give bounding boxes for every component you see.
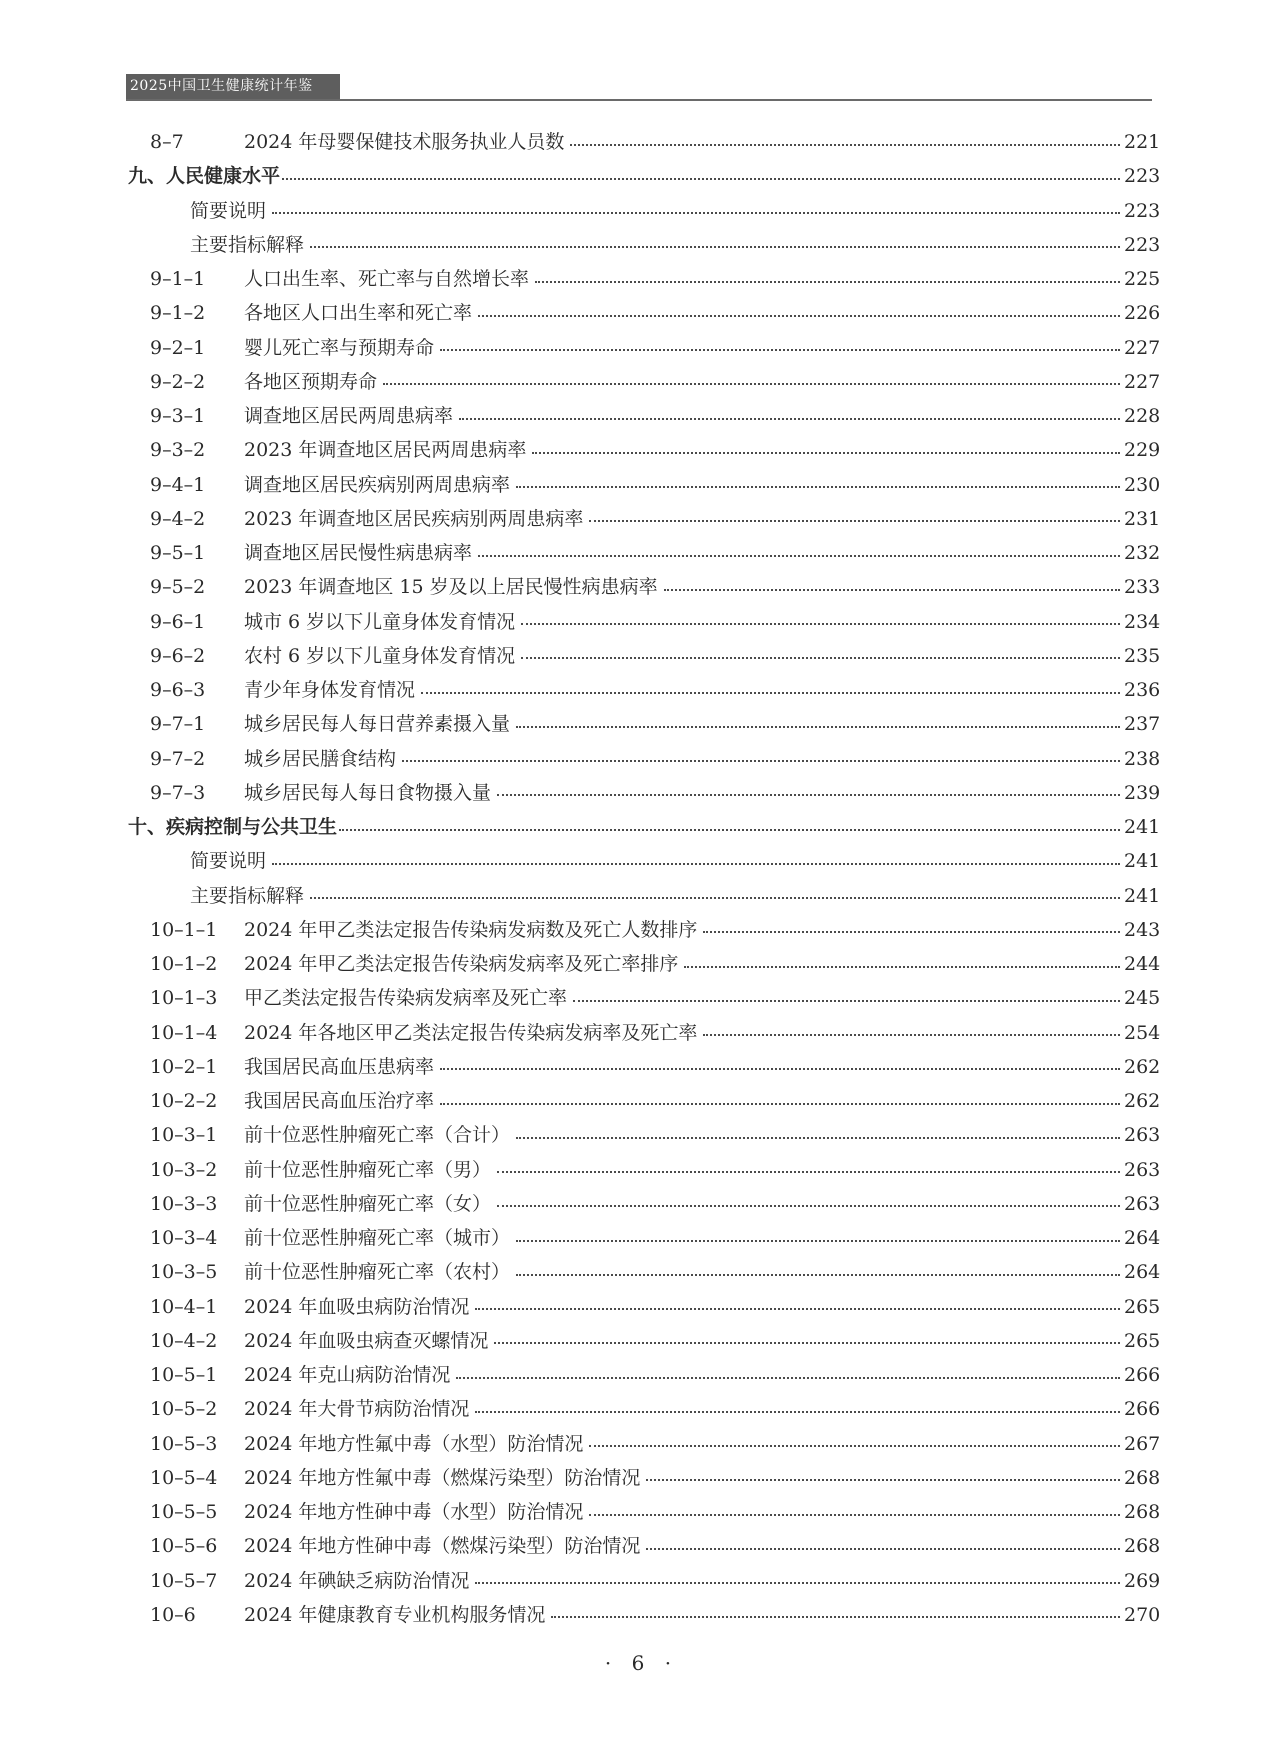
toc-title: 简要说明	[190, 850, 267, 873]
dot-leader	[497, 793, 1120, 796]
dot-leader	[456, 1376, 1120, 1379]
toc-page-number: 228	[1124, 405, 1161, 427]
dot-leader	[383, 382, 1120, 385]
dot-leader	[703, 1033, 1120, 1036]
dot-leader	[570, 143, 1120, 146]
dot-leader	[339, 828, 1120, 831]
toc-title: 城乡居民每人每日食物摄入量	[244, 781, 492, 804]
toc-entry[interactable]	[128, 1255, 1160, 1289]
dot-leader	[535, 280, 1120, 283]
dot-leader	[421, 691, 1120, 694]
toc-title: 前十位恶性肿瘤死亡率（农村）	[244, 1261, 511, 1284]
toc-table-number: 9–5–2	[150, 576, 206, 599]
toc-title: 2024 年大骨节病防治情况	[244, 1398, 470, 1421]
toc-title: 前十位恶性肿瘤死亡率（男）	[244, 1158, 492, 1181]
toc-table-number: 10–3–4	[150, 1227, 218, 1249]
toc-title: 九、人民健康水平	[128, 165, 281, 188]
dot-leader	[589, 1513, 1120, 1516]
toc-title: 前十位恶性肿瘤死亡率（合计）	[244, 1124, 511, 1147]
toc-page-number: 223	[1124, 199, 1161, 222]
toc-table-number: 9–7–3	[150, 781, 206, 804]
toc-table-number: 9–4–2	[150, 507, 206, 530]
toc-title: 2024 年地方性氟中毒（水型）防治情况	[244, 1432, 584, 1455]
toc-table-number: 10–5–4	[150, 1466, 218, 1489]
toc-entry[interactable]	[128, 331, 1160, 365]
toc-table-number: 9–3–1	[150, 405, 206, 427]
toc-section-heading[interactable]	[128, 810, 1160, 844]
toc-entry[interactable]	[128, 707, 1160, 741]
dot-leader	[459, 417, 1120, 420]
toc-page-number: 265	[1124, 1329, 1161, 1352]
toc-table-number: 10–3–2	[150, 1158, 218, 1181]
toc-page-number: 268	[1124, 1466, 1161, 1489]
toc-table-number: 10–5–5	[150, 1501, 218, 1523]
toc-page-number: 241	[1124, 884, 1161, 907]
dot-leader	[475, 1581, 1120, 1584]
toc-entry[interactable]	[128, 1564, 1160, 1598]
toc-table-number: 9–6–2	[150, 644, 206, 667]
dot-leader	[478, 314, 1120, 317]
toc-title: 2024 年母婴保健技术服务执业人员数	[244, 131, 565, 153]
toc-table-number: 10–3–3	[150, 1192, 218, 1215]
toc-page-number: 234	[1124, 610, 1161, 633]
dot-leader	[589, 1444, 1120, 1447]
toc-title: 青少年身体发育情况	[244, 679, 416, 701]
toc-table-number: 10–4–2	[150, 1329, 218, 1352]
toc-subentry[interactable]	[128, 879, 1160, 913]
toc-title: 甲乙类法定报告传染病发病率及死亡率	[244, 987, 568, 1010]
toc-subentry[interactable]	[128, 228, 1160, 262]
toc-title: 2024 年地方性砷中毒（燃煤污染型）防治情况	[244, 1535, 641, 1558]
toc-page-number: 269	[1124, 1569, 1161, 1592]
toc-page-number: 223	[1124, 165, 1161, 188]
toc-table-number: 9–1–2	[150, 302, 206, 325]
toc-page-number: 264	[1124, 1227, 1161, 1249]
toc-entry[interactable]	[128, 1221, 1160, 1255]
dot-leader	[573, 999, 1120, 1002]
toc-entry[interactable]	[128, 742, 1160, 776]
toc-entry[interactable]	[128, 570, 1160, 604]
toc-page-number: 221	[1124, 131, 1161, 153]
dot-leader	[646, 1547, 1120, 1550]
toc-entry[interactable]	[128, 262, 1160, 296]
toc-title: 2024 年血吸虫病防治情况	[244, 1295, 470, 1318]
dot-leader	[478, 554, 1120, 557]
toc-page-number: 263	[1124, 1124, 1161, 1147]
dot-leader	[516, 1239, 1120, 1242]
toc-table-number: 10–6	[150, 1603, 196, 1626]
toc-page-number: 238	[1124, 747, 1161, 770]
toc-entry[interactable]	[128, 125, 1160, 159]
page-number: 6	[631, 1651, 645, 1675]
toc-title: 城市 6 岁以下儿童身体发育情况	[244, 610, 516, 633]
dot-leader	[664, 588, 1120, 591]
toc-page-number: 239	[1124, 781, 1161, 804]
toc-page-number: 270	[1124, 1603, 1161, 1626]
toc-title: 调查地区居民两周患病率	[244, 405, 454, 427]
toc-table-number: 9–2–1	[150, 336, 206, 359]
toc-page-number: 268	[1124, 1535, 1161, 1558]
toc-subentry[interactable]	[128, 844, 1160, 878]
toc-table-number: 10–2–2	[150, 1090, 218, 1112]
toc-table-number: 9–6–1	[150, 610, 206, 633]
toc-entry[interactable]	[128, 673, 1160, 707]
dot-leader	[402, 759, 1120, 762]
toc-page-number: 241	[1124, 816, 1161, 838]
toc-section-heading[interactable]	[128, 159, 1160, 193]
toc-title: 2023 年调查地区居民疾病别两周患病率	[244, 507, 584, 530]
toc-entry[interactable]	[128, 468, 1160, 502]
dot-leader	[440, 1102, 1120, 1105]
toc-title: 2024 年各地区甲乙类法定报告传染病发病率及死亡率	[244, 1021, 698, 1044]
toc-entry[interactable]	[128, 365, 1160, 399]
dot-leader	[521, 622, 1120, 625]
table-of-contents	[128, 125, 1160, 1632]
toc-title: 前十位恶性肿瘤死亡率（女）	[244, 1192, 492, 1215]
dot-leader	[516, 1273, 1120, 1276]
dot-leader	[475, 1307, 1120, 1310]
toc-title: 2024 年地方性砷中毒（水型）防治情况	[244, 1501, 584, 1523]
footer-bullet-right: ·	[664, 1651, 672, 1675]
toc-title: 2024 年地方性氟中毒（燃煤污染型）防治情况	[244, 1466, 641, 1489]
toc-table-number: 9–7–1	[150, 713, 206, 736]
toc-entry[interactable]	[128, 1016, 1160, 1050]
toc-table-number: 9–6–3	[150, 679, 206, 701]
dot-leader	[272, 211, 1120, 214]
toc-title: 我国居民高血压患病率	[244, 1055, 435, 1078]
toc-page-number: 262	[1124, 1090, 1161, 1112]
toc-entry[interactable]	[128, 981, 1160, 1015]
toc-entry[interactable]	[128, 913, 1160, 947]
toc-page-number: 264	[1124, 1261, 1161, 1284]
toc-title: 2024 年碘缺乏病防治情况	[244, 1569, 470, 1592]
toc-page-number: 241	[1124, 850, 1161, 873]
toc-page-number: 237	[1124, 713, 1161, 736]
toc-table-number: 9–1–1	[150, 268, 206, 290]
toc-page-number: 230	[1124, 473, 1161, 496]
toc-entry[interactable]	[128, 399, 1160, 433]
toc-table-number: 10–5–7	[150, 1569, 218, 1592]
toc-table-number: 10–1–2	[150, 953, 218, 975]
toc-table-number: 10–3–5	[150, 1261, 218, 1284]
toc-table-number: 10–5–2	[150, 1398, 218, 1421]
dot-leader	[589, 519, 1120, 522]
dot-leader	[310, 896, 1120, 899]
toc-title: 调查地区居民慢性病患病率	[244, 542, 473, 564]
toc-entry[interactable]	[128, 1050, 1160, 1084]
toc-page-number: 267	[1124, 1432, 1161, 1455]
toc-title: 2024 年甲乙类法定报告传染病发病数及死亡人数排序	[244, 918, 698, 941]
toc-entry[interactable]	[128, 1392, 1160, 1426]
toc-table-number: 10–5–3	[150, 1432, 218, 1455]
toc-page-number: 266	[1124, 1398, 1161, 1421]
toc-page-number: 243	[1124, 918, 1161, 941]
dot-leader	[475, 1410, 1120, 1413]
toc-title: 十、疾病控制与公共卫生	[128, 816, 338, 838]
toc-title: 城乡居民每人每日营养素摄入量	[244, 713, 511, 736]
dot-leader	[440, 348, 1120, 351]
toc-title: 前十位恶性肿瘤死亡率（城市）	[244, 1227, 511, 1249]
toc-title: 各地区人口出生率和死亡率	[244, 302, 473, 325]
dot-leader	[494, 1341, 1120, 1344]
toc-title: 城乡居民膳食结构	[244, 747, 397, 770]
toc-entry[interactable]	[128, 1153, 1160, 1187]
toc-title: 2024 年甲乙类法定报告传染病发病率及死亡率排序	[244, 953, 679, 975]
toc-entry[interactable]	[128, 1187, 1160, 1221]
toc-page-number: 263	[1124, 1158, 1161, 1181]
toc-title: 2023 年调查地区居民两周患病率	[244, 439, 527, 462]
toc-table-number: 9–2–2	[150, 370, 206, 393]
toc-title: 2024 年血吸虫病查灭螺情况	[244, 1329, 489, 1352]
toc-entry[interactable]	[128, 1529, 1160, 1563]
toc-entry[interactable]	[128, 1461, 1160, 1495]
toc-title: 各地区预期寿命	[244, 370, 378, 393]
dot-leader	[272, 862, 1120, 865]
toc-table-number: 10–1–4	[150, 1021, 218, 1044]
dot-leader	[646, 1478, 1120, 1481]
toc-title: 我国居民高血压治疗率	[244, 1090, 435, 1112]
toc-page-number: 229	[1124, 439, 1161, 462]
toc-page-number: 268	[1124, 1501, 1161, 1523]
dot-leader	[516, 1136, 1120, 1139]
dot-leader	[684, 965, 1120, 968]
dot-leader	[551, 1615, 1120, 1618]
toc-title: 主要指标解释	[190, 233, 305, 256]
toc-page-number: 227	[1124, 370, 1161, 393]
toc-entry[interactable]	[128, 1324, 1160, 1358]
toc-table-number: 10–1–3	[150, 987, 218, 1010]
toc-entry[interactable]	[128, 433, 1160, 467]
dot-leader	[516, 485, 1120, 488]
toc-page-number: 227	[1124, 336, 1161, 359]
dot-leader	[532, 451, 1120, 454]
toc-page-number: 236	[1124, 679, 1161, 701]
toc-title: 婴儿死亡率与预期寿命	[244, 336, 435, 359]
toc-entry[interactable]	[128, 605, 1160, 639]
toc-title: 农村 6 岁以下儿童身体发育情况	[244, 644, 516, 667]
toc-table-number: 10–2–1	[150, 1055, 218, 1078]
toc-table-number: 10–3–1	[150, 1124, 218, 1147]
toc-title: 简要说明	[190, 199, 267, 222]
toc-entry[interactable]	[128, 1118, 1160, 1152]
book-title-header: 2025中国卫生健康统计年鉴	[126, 74, 340, 99]
toc-entry[interactable]	[128, 947, 1160, 981]
toc-title: 人口出生率、死亡率与自然增长率	[244, 268, 530, 290]
toc-table-number: 9–3–2	[150, 439, 206, 462]
toc-page-number: 244	[1124, 953, 1161, 975]
toc-entry[interactable]	[128, 1495, 1160, 1529]
toc-page-number: 263	[1124, 1192, 1161, 1215]
toc-page-number: 254	[1124, 1021, 1161, 1044]
toc-page-number: 231	[1124, 507, 1161, 530]
toc-table-number: 10–5–6	[150, 1535, 218, 1558]
toc-page-number: 265	[1124, 1295, 1161, 1318]
toc-entry[interactable]	[128, 502, 1160, 536]
toc-entry[interactable]	[128, 776, 1160, 810]
dot-leader	[516, 725, 1120, 728]
toc-table-number: 9–7–2	[150, 747, 206, 770]
toc-page-number: 235	[1124, 644, 1161, 667]
toc-title: 主要指标解释	[190, 884, 305, 907]
toc-page-number: 225	[1124, 268, 1161, 290]
dot-leader	[440, 1067, 1120, 1070]
dot-leader	[310, 245, 1120, 248]
toc-page-number: 266	[1124, 1364, 1161, 1386]
toc-title: 调查地区居民疾病别两周患病率	[244, 473, 511, 496]
toc-title: 2024 年克山病防治情况	[244, 1364, 451, 1386]
dot-leader	[497, 1204, 1120, 1207]
dot-leader	[497, 1170, 1120, 1173]
toc-entry[interactable]	[128, 1290, 1160, 1324]
toc-entry[interactable]	[128, 536, 1160, 570]
toc-page-number: 262	[1124, 1055, 1161, 1078]
dot-leader	[703, 930, 1120, 933]
toc-page-number: 245	[1124, 987, 1161, 1010]
toc-table-number: 10–5–1	[150, 1364, 218, 1386]
toc-table-number: 10–4–1	[150, 1295, 218, 1318]
toc-entry[interactable]	[128, 639, 1160, 673]
toc-page-number: 232	[1124, 542, 1161, 564]
toc-page-number: 223	[1124, 233, 1161, 256]
toc-entry[interactable]	[128, 1084, 1160, 1118]
dot-leader	[282, 177, 1120, 180]
toc-entry[interactable]	[128, 1598, 1160, 1632]
toc-entry[interactable]	[128, 1427, 1160, 1461]
toc-page-number: 233	[1124, 576, 1161, 599]
toc-page-number: 226	[1124, 302, 1161, 325]
toc-title: 2023 年调查地区 15 岁及以上居民慢性病患病率	[244, 576, 658, 599]
toc-title: 2024 年健康教育专业机构服务情况	[244, 1603, 546, 1626]
dot-leader	[521, 656, 1120, 659]
header-rule	[126, 99, 1152, 101]
toc-entry[interactable]	[128, 1358, 1160, 1392]
footer-bullet-left: ·	[604, 1651, 612, 1675]
toc-table-number: 9–4–1	[150, 473, 206, 496]
toc-subentry[interactable]	[128, 194, 1160, 228]
toc-entry[interactable]	[128, 296, 1160, 330]
toc-table-number: 10–1–1	[150, 918, 218, 941]
toc-table-number: 9–5–1	[150, 542, 206, 564]
page-footer	[0, 1651, 1276, 1675]
toc-table-number: 8–7	[150, 131, 184, 153]
